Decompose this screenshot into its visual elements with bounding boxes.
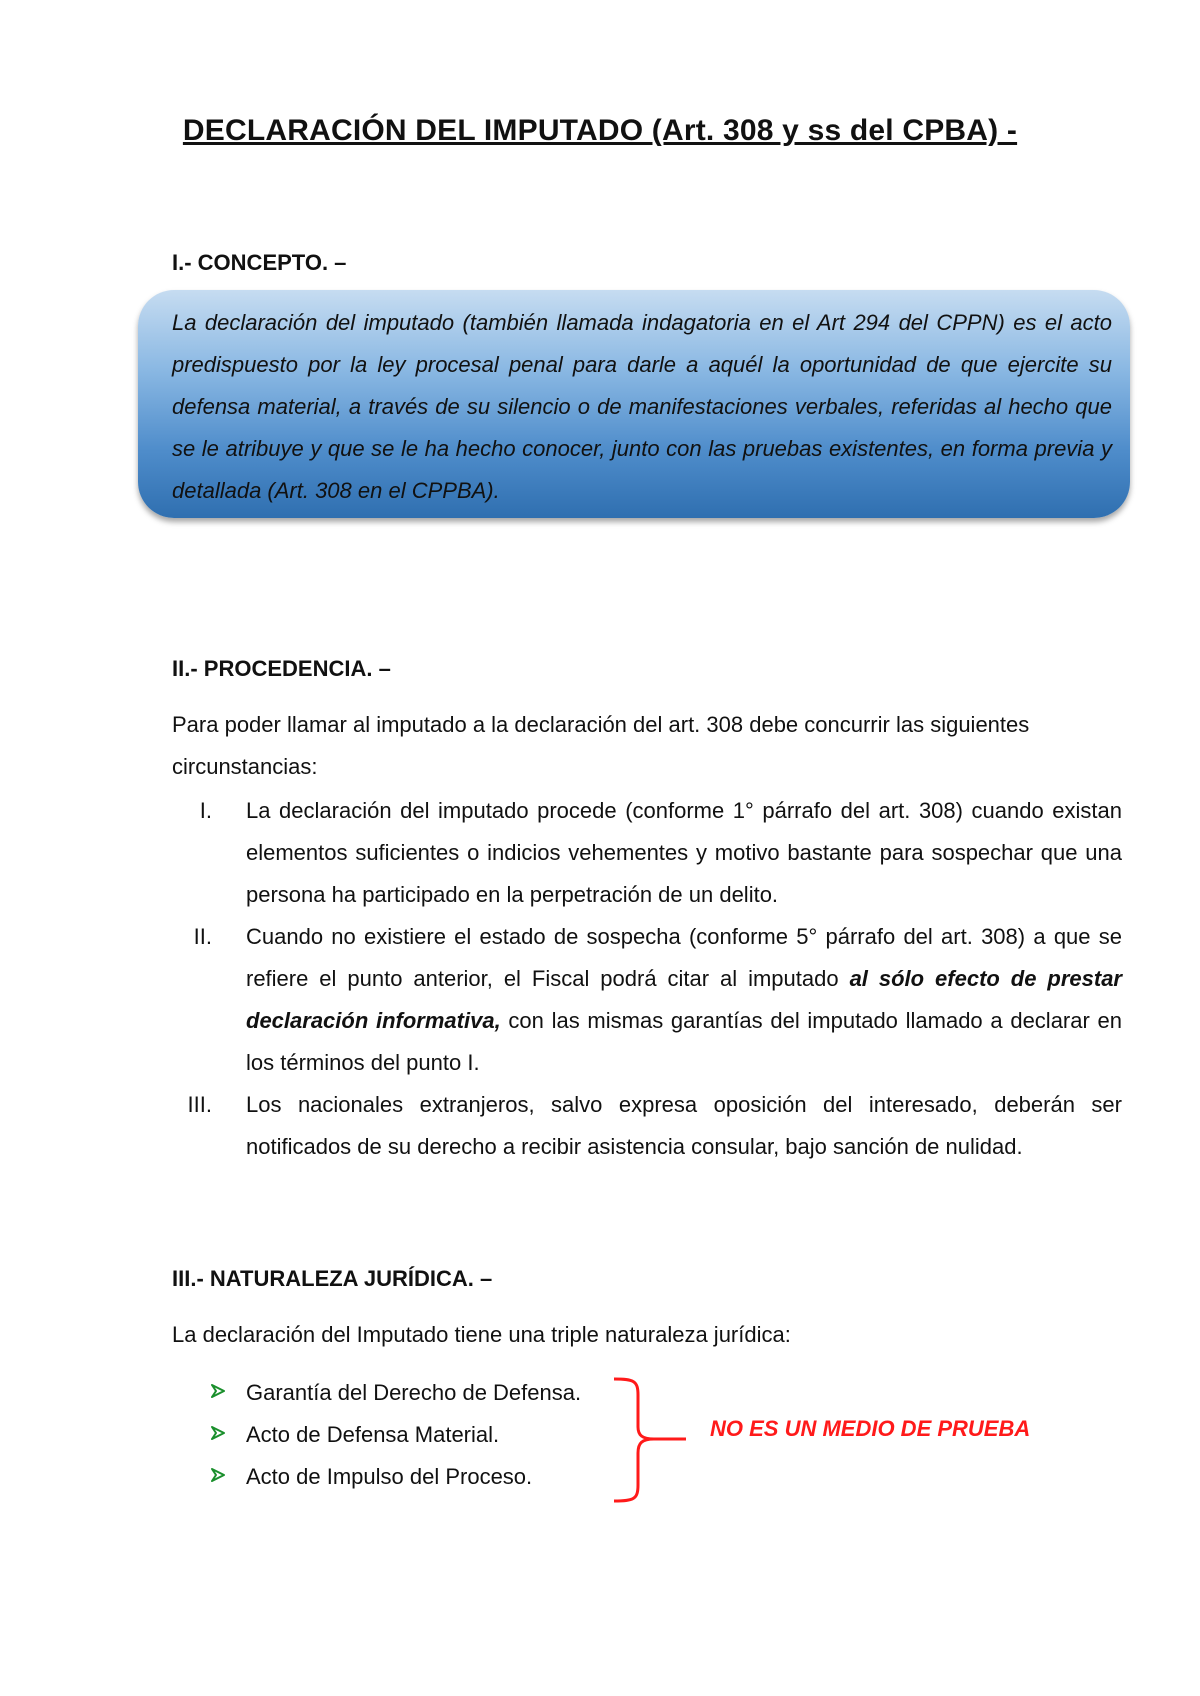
arrowhead-icon [210,1372,246,1414]
procedencia-list [172,790,1122,1168]
list-item-text: Acto de Impulso del Proceso. [246,1464,533,1489]
procedencia-intro: Para poder llamar al imputado a la declaración del art. 308 debe concurrir las siguientes circunstancias: [172,712,1030,779]
list-item-text: Acto de Defensa Material. [246,1422,500,1447]
list-item-text-part: Cuando no existiere el estado de sospecha (conforme 5° párrafo del art. 308) a que se refiere el punto anterior, el Fiscal podrá citar al imputado [246,924,1122,991]
naturaleza-intro: La declaración del Imputado tiene una triple naturaleza jurídica: [172,1322,791,1347]
arrowhead-icon [210,1456,246,1498]
list-item [210,1372,581,1414]
concept-text: La declaración del imputado (también llamada indagatoria en el Art 294 del CPPN) es el acto predispuesto por la ley procesal penal para darle a aquél la oportunidad de que ejercite su defensa material, a través de su silencio o de manifestaciones verbales, referidas al hecho que se le atribuye y que se le ha hecho conocer, junto con las pruebas existentes, en forma previa y detallada (Art. 308 en el CPPBA). [172,310,1112,503]
list-item-number: I. [199,798,212,823]
section-heading-concepto: I.- CONCEPTO. – [172,250,347,275]
list-item-number: III. [187,1092,212,1117]
section-heading-naturaleza: III.- NATURALEZA JURÍDICA. – [172,1266,493,1291]
list-item-text-part: con las mismas garantías del imputado llamado a declarar en los términos del punto I. [246,1008,1122,1075]
list-item-text: La declaración del imputado procede (conforme 1° párrafo del art. 308) cuando existan elementos suficientes o indicios vehementes y motivo bastante para sospechar que una persona ha participado en la perpetración de un delito. [246,798,1122,907]
curly-brace-icon [610,1375,690,1505]
list-item [172,790,1122,916]
list-item-text: Los nacionales extranjeros, salvo expresa oposición del interesado, deberán ser notificados de su derecho a recibir asistencia consular, bajo sanción de nulidad. [246,1092,1122,1159]
list-item-text: Garantía del Derecho de Defensa. [246,1380,582,1405]
emphasis-text: al sólo efecto de prestar declaración informativa, [246,966,1122,1033]
list-item [172,916,1122,1084]
list-item-number: II. [193,924,212,949]
list-item [210,1414,581,1456]
section-heading-procedencia: II.- PROCEDENCIA. – [172,656,391,681]
list-item-text [246,916,1122,1084]
concept-box [138,290,1130,518]
arrowhead-icon [210,1414,246,1456]
document-title: DECLARACIÓN DEL IMPUTADO (Art. 308 y ss del CPBA) - [182,114,1018,147]
list-item [172,1084,1122,1168]
note-text: NO ES UN MEDIO DE PRUEBA [710,1416,1031,1441]
list-item [210,1456,581,1498]
naturaleza-list [210,1372,581,1498]
